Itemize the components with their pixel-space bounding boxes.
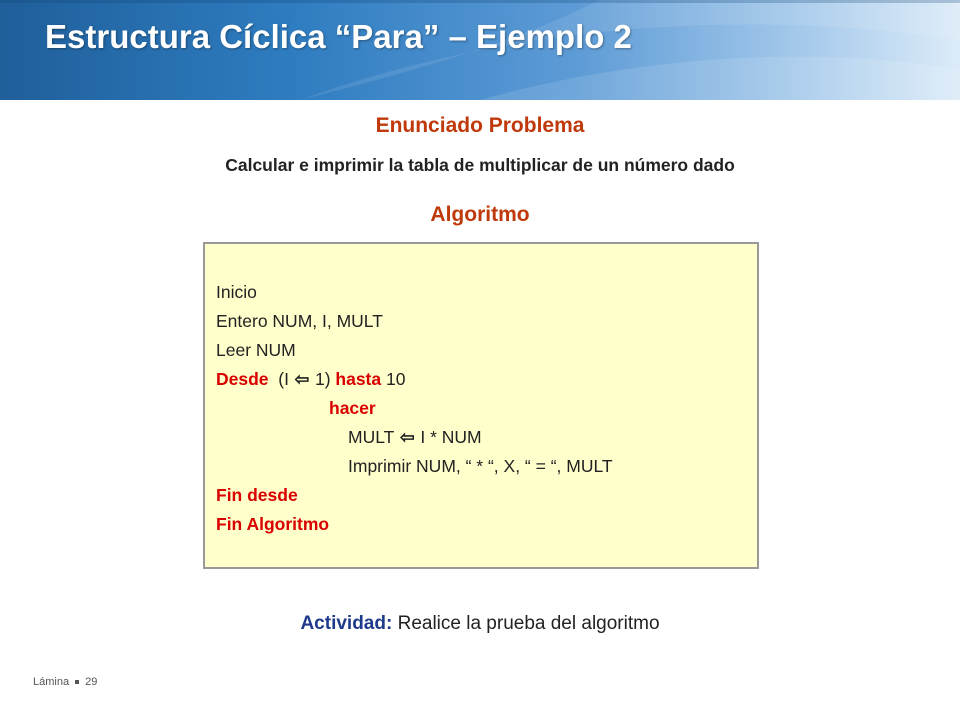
problem-heading: Enunciado Problema xyxy=(375,114,585,137)
code-line-leer: Leer NUM xyxy=(216,340,296,360)
code-line-inicio: Inicio xyxy=(216,282,257,302)
bullet-separator-icon xyxy=(75,680,79,684)
footer-label: Lámina xyxy=(33,676,70,688)
page-number: 29 xyxy=(85,676,98,688)
mult-expression: I * NUM xyxy=(420,427,482,447)
code-line-fin-desde: Fin desde xyxy=(216,485,298,505)
code-line-imprimir: Imprimir NUM, “ * “, X, “ = “, MULT xyxy=(348,456,613,476)
algorithm-code xyxy=(216,278,613,539)
desde-keyword: Desde xyxy=(216,369,269,389)
desde-open: (I xyxy=(278,369,289,389)
code-line-desde xyxy=(216,365,613,394)
slide-title: Estructura Cíclica “Para” – Ejemplo 2 xyxy=(45,18,632,55)
hasta-keyword: hasta xyxy=(335,369,382,389)
desde-close: 1) xyxy=(314,369,331,389)
algorithm-heading: Algoritmo xyxy=(430,203,530,226)
code-line-mult xyxy=(216,423,613,452)
left-arrow-icon: ⇦ xyxy=(400,427,415,447)
hacer-keyword: hacer xyxy=(329,398,376,418)
slide-footer xyxy=(33,676,97,688)
code-line-fin-algoritmo: Fin Algoritmo xyxy=(216,514,330,534)
left-arrow-icon: ⇦ xyxy=(294,369,310,389)
problem-statement: Calcular e imprimir la tabla de multiplicar de un número dado xyxy=(225,155,735,175)
mult-target: MULT xyxy=(348,427,395,447)
algorithm-box xyxy=(203,242,759,569)
activity-text xyxy=(0,613,960,635)
slide-header xyxy=(0,0,960,100)
activity-label: Actividad: xyxy=(300,613,393,634)
desde-limit: 10 xyxy=(386,369,406,389)
code-line-entero: Entero NUM, I, MULT xyxy=(216,311,383,331)
activity-description: Realice la prueba del algoritmo xyxy=(397,613,660,634)
code-line-hacer xyxy=(216,394,613,423)
